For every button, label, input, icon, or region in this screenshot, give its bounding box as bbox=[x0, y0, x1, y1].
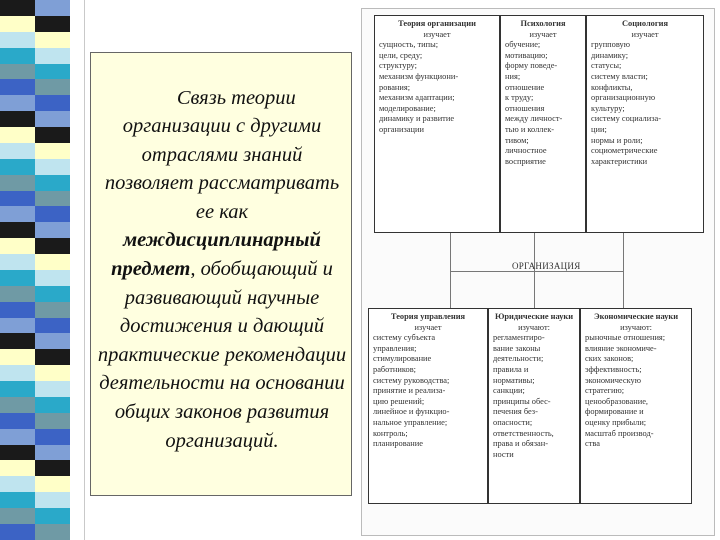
box-item: печения без- bbox=[493, 407, 538, 417]
main-text-part1: Связь теории организации с другими отраслями знаний позволяет рассматривать ее как bbox=[104, 86, 340, 223]
stripe-cell bbox=[0, 64, 35, 80]
box-item: ности bbox=[493, 449, 514, 459]
box-item: ции; bbox=[591, 124, 607, 134]
stripe-cell bbox=[35, 143, 70, 159]
box-items bbox=[373, 333, 483, 450]
box-item: цию решений; bbox=[373, 396, 425, 406]
box-item: восприятие bbox=[505, 156, 546, 166]
stripe-row bbox=[0, 508, 70, 524]
box-item: тью и коллек- bbox=[505, 124, 555, 134]
stripe-cell bbox=[35, 492, 70, 508]
box-item: статусы; bbox=[591, 61, 622, 71]
box-item: механизм адаптации; bbox=[379, 93, 455, 103]
stripe-row bbox=[0, 206, 70, 222]
stripe-cell bbox=[35, 222, 70, 238]
stripe-row bbox=[0, 95, 70, 111]
stripe-cell bbox=[35, 48, 70, 64]
box-item: систему власти; bbox=[591, 71, 648, 81]
box-item: культуру; bbox=[591, 103, 625, 113]
box-item: рыночные отношения; bbox=[585, 333, 666, 343]
stripe-cell bbox=[0, 48, 35, 64]
stripe-cell bbox=[0, 254, 35, 270]
stripe-cell bbox=[35, 445, 70, 461]
stripe-cell bbox=[0, 111, 35, 127]
stripe-cell bbox=[35, 413, 70, 429]
stripe-cell bbox=[35, 460, 70, 476]
box-item: структуру; bbox=[379, 61, 417, 71]
box-psychology bbox=[500, 15, 586, 233]
main-text bbox=[97, 84, 347, 456]
box-item: правила и bbox=[493, 364, 529, 374]
stripe-cell bbox=[0, 159, 35, 175]
stripe-row bbox=[0, 111, 70, 127]
box-item: вание законы bbox=[493, 343, 541, 353]
stripe-row bbox=[0, 476, 70, 492]
stripe-row bbox=[0, 32, 70, 48]
stripe-cell bbox=[35, 79, 70, 95]
stripe-cell bbox=[35, 365, 70, 381]
stripe-cell bbox=[0, 333, 35, 349]
stripe-cell bbox=[0, 206, 35, 222]
stripe-cell bbox=[35, 0, 70, 16]
stripe-row bbox=[0, 286, 70, 302]
stripe-cell bbox=[35, 476, 70, 492]
box-item: эффективность; bbox=[585, 364, 642, 374]
box-item: работников; bbox=[373, 364, 416, 374]
box-item: отношения bbox=[505, 103, 545, 113]
box-item: линейное и функцио- bbox=[373, 407, 450, 417]
box-subtitle: изучают: bbox=[518, 322, 550, 332]
box-item: права и обязан- bbox=[493, 439, 549, 449]
box-item: тивом; bbox=[505, 135, 529, 145]
stripe-cell bbox=[0, 32, 35, 48]
stripe-row bbox=[0, 79, 70, 95]
stripe-cell bbox=[0, 318, 35, 334]
stripe-cell bbox=[35, 333, 70, 349]
stripe-row bbox=[0, 143, 70, 159]
decorative-stripe bbox=[0, 0, 70, 540]
stripe-cell bbox=[35, 318, 70, 334]
stripe-cell bbox=[35, 270, 70, 286]
stripe-cell bbox=[0, 492, 35, 508]
stripe-cell bbox=[0, 95, 35, 111]
connector-bottom-mid bbox=[534, 271, 535, 309]
stripe-cell bbox=[35, 95, 70, 111]
box-subtitle: изучает bbox=[631, 29, 659, 39]
stripe-row bbox=[0, 159, 70, 175]
box-item: характеристики bbox=[591, 156, 648, 166]
stripe-row bbox=[0, 127, 70, 143]
box-items bbox=[493, 333, 575, 460]
main-text-bold: междисциплинарный предмет bbox=[111, 229, 321, 281]
box-item: стратегию; bbox=[585, 386, 625, 396]
stripe-cell bbox=[0, 445, 35, 461]
stripe-cell bbox=[0, 286, 35, 302]
box-item: оценку прибыли; bbox=[585, 417, 647, 427]
stripe-row bbox=[0, 413, 70, 429]
stripe-cell bbox=[35, 32, 70, 48]
stripe-cell bbox=[0, 79, 35, 95]
box-item: социометрические bbox=[591, 146, 658, 156]
stripe-row bbox=[0, 175, 70, 191]
stripe-cell bbox=[35, 127, 70, 143]
stripe-cell bbox=[35, 429, 70, 445]
stripe-cell bbox=[0, 127, 35, 143]
connector-bottom-left bbox=[450, 271, 451, 309]
stripe-row bbox=[0, 16, 70, 32]
stripe-cell bbox=[0, 397, 35, 413]
stripe-cell bbox=[35, 159, 70, 175]
box-item: нальное управление; bbox=[373, 417, 448, 427]
stripe-cell bbox=[0, 413, 35, 429]
box-items bbox=[379, 40, 495, 135]
box-item: ответственность, bbox=[493, 428, 554, 438]
stripe-cell bbox=[35, 175, 70, 191]
box-title: Теория управления bbox=[390, 312, 466, 321]
box-legal-sciences bbox=[488, 308, 580, 504]
stripe-cell bbox=[35, 16, 70, 32]
box-item: сущность, типы; bbox=[379, 40, 439, 50]
box-item: организационную bbox=[591, 93, 656, 103]
text-panel bbox=[90, 52, 352, 496]
box-items bbox=[585, 333, 687, 450]
box-item: нормативы; bbox=[493, 375, 535, 385]
box-title: Социология bbox=[621, 19, 668, 28]
stripe-row bbox=[0, 302, 70, 318]
box-item: рования; bbox=[379, 82, 411, 92]
stripe-cell bbox=[0, 302, 35, 318]
box-items bbox=[591, 40, 699, 167]
stripe-row bbox=[0, 492, 70, 508]
stripe-cell bbox=[0, 16, 35, 32]
stripe-cell bbox=[0, 238, 35, 254]
box-item: планирование bbox=[373, 439, 423, 449]
box-economic-sciences bbox=[580, 308, 692, 504]
stripe-cell bbox=[0, 349, 35, 365]
box-item: нормы и роли; bbox=[591, 135, 643, 145]
stripe-cell bbox=[35, 302, 70, 318]
box-item: форму поведе- bbox=[505, 61, 558, 71]
connector-horizontal bbox=[450, 271, 623, 272]
stripe-cell bbox=[35, 111, 70, 127]
stripe-cell bbox=[35, 64, 70, 80]
box-item: систему руководства; bbox=[373, 375, 450, 385]
stripe-cell bbox=[0, 381, 35, 397]
stripe-row bbox=[0, 238, 70, 254]
stripe-row bbox=[0, 524, 70, 540]
organization-diagram bbox=[361, 8, 715, 536]
box-items bbox=[505, 40, 581, 167]
stripe-cell bbox=[35, 349, 70, 365]
main-text-part2: , обобщающий и развивающий научные достижения и дающий практические рекомендации деятельности на основании общих законов развития организаций. bbox=[97, 258, 347, 452]
box-item: организации bbox=[379, 124, 424, 134]
box-organization-theory bbox=[374, 15, 500, 233]
stripe-cell bbox=[35, 238, 70, 254]
box-item: отношение bbox=[505, 82, 545, 92]
box-item: экономическую bbox=[585, 375, 641, 385]
box-item: динамику; bbox=[591, 50, 629, 60]
stripe-row bbox=[0, 48, 70, 64]
connector-bottom-right bbox=[623, 271, 624, 309]
stripe-cell bbox=[0, 143, 35, 159]
connector-top-right bbox=[623, 232, 624, 271]
stripe-cell bbox=[0, 0, 35, 16]
box-item: ства bbox=[585, 439, 600, 449]
stripe-cell bbox=[35, 254, 70, 270]
stripe-cell bbox=[35, 397, 70, 413]
box-item: систему субъекта bbox=[373, 333, 436, 343]
box-subtitle: изучает bbox=[423, 29, 451, 39]
box-title: Психология bbox=[520, 19, 566, 28]
box-item: ния; bbox=[505, 71, 521, 81]
box-item: групповую bbox=[591, 40, 630, 50]
box-item: ских законов; bbox=[585, 354, 634, 364]
box-subtitle: изучают: bbox=[620, 322, 652, 332]
divider-line bbox=[84, 0, 85, 540]
stripe-row bbox=[0, 445, 70, 461]
stripe-row bbox=[0, 397, 70, 413]
center-label: ОРГАНИЗАЦИЯ bbox=[512, 261, 581, 271]
stripe-cell bbox=[0, 365, 35, 381]
stripe-row bbox=[0, 270, 70, 286]
stripe-cell bbox=[0, 175, 35, 191]
box-management-theory bbox=[368, 308, 488, 504]
stripe-row bbox=[0, 191, 70, 207]
box-item: регламентиро- bbox=[493, 333, 545, 343]
stripe-row bbox=[0, 222, 70, 238]
stripe-cell bbox=[0, 460, 35, 476]
box-title: Экономические науки bbox=[593, 312, 679, 321]
connector-top-left bbox=[450, 232, 451, 271]
box-item: стимулирование bbox=[373, 354, 432, 364]
stripe-cell bbox=[0, 508, 35, 524]
stripe-cell bbox=[35, 191, 70, 207]
stripe-cell bbox=[0, 524, 35, 540]
stripe-row bbox=[0, 365, 70, 381]
stripe-cell bbox=[35, 286, 70, 302]
box-item: мотивацию; bbox=[505, 50, 548, 60]
box-item: контроль; bbox=[373, 428, 408, 438]
stripe-row bbox=[0, 318, 70, 334]
stripe-cell bbox=[35, 381, 70, 397]
box-subtitle: изучает bbox=[414, 322, 442, 332]
box-title: Теория организации bbox=[398, 19, 476, 28]
stripe-cell bbox=[0, 270, 35, 286]
box-title: Юридические науки bbox=[494, 312, 574, 321]
box-item: ценообразование, bbox=[585, 396, 649, 406]
stripe-cell bbox=[0, 222, 35, 238]
stripe-row bbox=[0, 381, 70, 397]
stripe-row bbox=[0, 349, 70, 365]
box-item: влияние экономиче- bbox=[585, 343, 657, 353]
box-item: конфликты, bbox=[591, 82, 633, 92]
box-item: управления; bbox=[373, 343, 417, 353]
box-item: обучение; bbox=[505, 40, 541, 50]
stripe-row bbox=[0, 429, 70, 445]
box-item: динамику и развитие bbox=[379, 114, 455, 124]
box-item: масштаб производ- bbox=[585, 428, 654, 438]
box-item: санкции; bbox=[493, 386, 525, 396]
box-item: принятие и реализа- bbox=[373, 386, 446, 396]
stripe-row bbox=[0, 254, 70, 270]
stripe-cell bbox=[0, 476, 35, 492]
box-subtitle: изучает bbox=[529, 29, 557, 39]
stripe-cell bbox=[35, 524, 70, 540]
box-sociology bbox=[586, 15, 704, 233]
box-item: к труду; bbox=[505, 93, 534, 103]
stripe-cell bbox=[35, 206, 70, 222]
box-item: систему социализа- bbox=[591, 114, 662, 124]
box-item: между личност- bbox=[505, 114, 563, 124]
stripe-row bbox=[0, 460, 70, 476]
stripe-cell bbox=[35, 508, 70, 524]
box-item: цели, среду; bbox=[379, 50, 423, 60]
box-item: личностное bbox=[505, 146, 547, 156]
box-item: моделирование; bbox=[379, 103, 436, 113]
stripe-row bbox=[0, 0, 70, 16]
box-item: формирование и bbox=[585, 407, 644, 417]
box-item: механизм функциони- bbox=[379, 71, 459, 81]
box-item: опасности; bbox=[493, 417, 533, 427]
stripe-row bbox=[0, 333, 70, 349]
box-item: деятельности; bbox=[493, 354, 544, 364]
stripe-cell bbox=[0, 429, 35, 445]
box-item: принципы обес- bbox=[493, 396, 551, 406]
stripe-cell bbox=[0, 191, 35, 207]
stripe-row bbox=[0, 64, 70, 80]
